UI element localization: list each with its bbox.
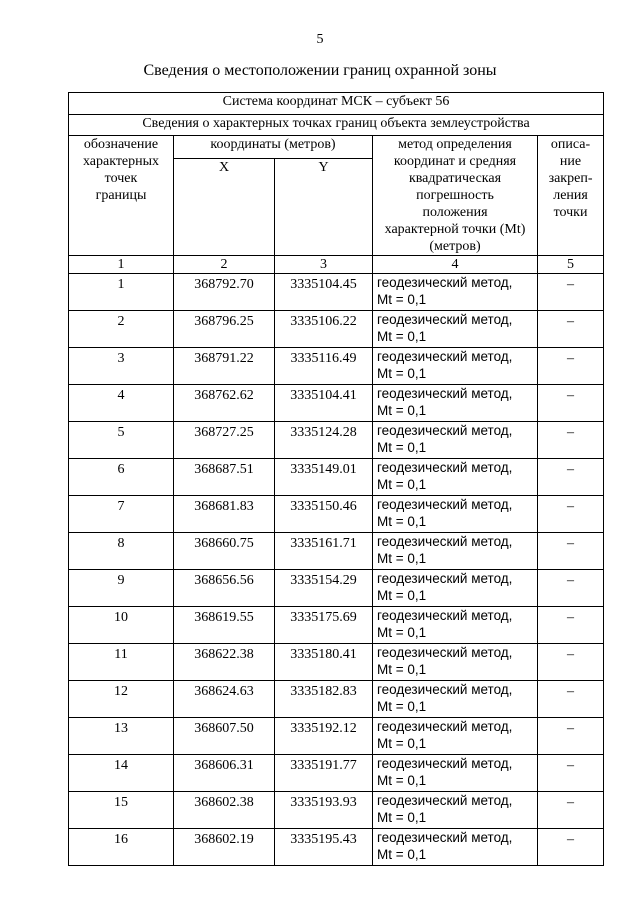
boundary-points-table xyxy=(68,92,604,866)
method-cell: геодезический метод, Mt = 0,1 xyxy=(373,496,538,533)
point-number-cell: 5 xyxy=(69,422,174,459)
y-coordinate-cell: 3335154.29 xyxy=(275,570,373,607)
x-coordinate-cell: 368660.75 xyxy=(174,533,275,570)
column-number: 4 xyxy=(373,256,538,274)
y-coordinate-cell: 3335104.41 xyxy=(275,385,373,422)
method-cell: геодезический метод, Mt = 0,1 xyxy=(373,274,538,311)
method-cell: геодезический метод, Mt = 0,1 xyxy=(373,607,538,644)
column-number-row xyxy=(69,256,604,274)
x-coordinate-cell: 368687.51 xyxy=(174,459,275,496)
table-row xyxy=(69,533,604,570)
header-point-designation: обозначение характерных точек границы xyxy=(69,136,174,256)
description-cell: – xyxy=(538,459,604,496)
table-row xyxy=(69,829,604,866)
description-cell: – xyxy=(538,422,604,459)
method-cell: геодезический метод, Mt = 0,1 xyxy=(373,644,538,681)
document-title: Сведения о местоположении границ охранной зоны xyxy=(143,62,497,79)
description-cell: – xyxy=(538,792,604,829)
x-coordinate-cell: 368624.63 xyxy=(174,681,275,718)
table-row xyxy=(69,755,604,792)
table-row xyxy=(69,644,604,681)
y-coordinate-cell: 3335193.93 xyxy=(275,792,373,829)
method-cell: геодезический метод, Mt = 0,1 xyxy=(373,570,538,607)
coordinate-system-cell: Система координат МСК – субъект 56 xyxy=(69,93,604,115)
method-cell: геодезический метод, Mt = 0,1 xyxy=(373,755,538,792)
point-number-cell: 6 xyxy=(69,459,174,496)
x-coordinate-cell: 368681.83 xyxy=(174,496,275,533)
method-cell: геодезический метод, Mt = 0,1 xyxy=(373,718,538,755)
point-number-cell: 7 xyxy=(69,496,174,533)
description-cell: – xyxy=(538,496,604,533)
header-x: X xyxy=(174,159,275,256)
point-number-cell: 12 xyxy=(69,681,174,718)
method-cell: геодезический метод, Mt = 0,1 xyxy=(373,829,538,866)
description-cell: – xyxy=(538,681,604,718)
header-coordinates: координаты (метров) xyxy=(174,136,373,159)
y-coordinate-cell: 3335175.69 xyxy=(275,607,373,644)
x-coordinate-cell: 368606.31 xyxy=(174,755,275,792)
description-cell: – xyxy=(538,829,604,866)
x-coordinate-cell: 368619.55 xyxy=(174,607,275,644)
y-coordinate-cell: 3335182.83 xyxy=(275,681,373,718)
y-coordinate-cell: 3335124.28 xyxy=(275,422,373,459)
x-coordinate-cell: 368796.25 xyxy=(174,311,275,348)
description-cell: – xyxy=(538,348,604,385)
y-coordinate-cell: 3335195.43 xyxy=(275,829,373,866)
table-row xyxy=(69,459,604,496)
method-cell: геодезический метод, Mt = 0,1 xyxy=(373,422,538,459)
point-number-cell: 4 xyxy=(69,385,174,422)
column-number: 1 xyxy=(69,256,174,274)
y-coordinate-cell: 3335192.12 xyxy=(275,718,373,755)
header-row xyxy=(69,136,604,159)
description-cell: – xyxy=(538,311,604,348)
point-number-cell: 15 xyxy=(69,792,174,829)
x-coordinate-cell: 368727.25 xyxy=(174,422,275,459)
column-number: 5 xyxy=(538,256,604,274)
x-coordinate-cell: 368602.38 xyxy=(174,792,275,829)
table-row xyxy=(69,274,604,311)
table-row xyxy=(69,422,604,459)
page-number: 5 xyxy=(316,32,324,47)
description-cell: – xyxy=(538,755,604,792)
point-number-cell: 3 xyxy=(69,348,174,385)
method-cell: геодезический метод, Mt = 0,1 xyxy=(373,533,538,570)
method-cell: геодезический метод, Mt = 0,1 xyxy=(373,792,538,829)
table-row xyxy=(69,385,604,422)
header-method: метод определения координат и средняя квадратическая погрешность положения характерной точки (Mt) (метров) xyxy=(373,136,538,256)
point-number-cell: 13 xyxy=(69,718,174,755)
y-coordinate-cell: 3335116.49 xyxy=(275,348,373,385)
y-coordinate-cell: 3335104.45 xyxy=(275,274,373,311)
method-cell: геодезический метод, Mt = 0,1 xyxy=(373,311,538,348)
description-cell: – xyxy=(538,570,604,607)
description-cell: – xyxy=(538,718,604,755)
x-coordinate-cell: 368656.56 xyxy=(174,570,275,607)
x-coordinate-cell: 368762.62 xyxy=(174,385,275,422)
table-row xyxy=(69,607,604,644)
point-number-cell: 16 xyxy=(69,829,174,866)
point-number-cell: 11 xyxy=(69,644,174,681)
y-coordinate-cell: 3335150.46 xyxy=(275,496,373,533)
method-cell: геодезический метод, Mt = 0,1 xyxy=(373,681,538,718)
column-number: 2 xyxy=(174,256,275,274)
method-cell: геодезический метод, Mt = 0,1 xyxy=(373,348,538,385)
header-description: описа- ние закреп- ления точки xyxy=(538,136,604,256)
point-number-cell: 14 xyxy=(69,755,174,792)
y-coordinate-cell: 3335191.77 xyxy=(275,755,373,792)
x-coordinate-cell: 368792.70 xyxy=(174,274,275,311)
x-coordinate-cell: 368622.38 xyxy=(174,644,275,681)
table-row xyxy=(69,311,604,348)
point-number-cell: 10 xyxy=(69,607,174,644)
header-y: Y xyxy=(275,159,373,256)
table-row xyxy=(69,792,604,829)
coordinate-system-row xyxy=(69,93,604,115)
info-row xyxy=(69,115,604,136)
description-cell: – xyxy=(538,533,604,570)
description-cell: – xyxy=(538,385,604,422)
point-number-cell: 8 xyxy=(69,533,174,570)
method-cell: геодезический метод, Mt = 0,1 xyxy=(373,385,538,422)
y-coordinate-cell: 3335161.71 xyxy=(275,533,373,570)
point-number-cell: 9 xyxy=(69,570,174,607)
method-cell: геодезический метод, Mt = 0,1 xyxy=(373,459,538,496)
table-row xyxy=(69,348,604,385)
table-row xyxy=(69,718,604,755)
description-cell: – xyxy=(538,644,604,681)
table-row xyxy=(69,570,604,607)
table-row xyxy=(69,496,604,533)
point-number-cell: 1 xyxy=(69,274,174,311)
point-number-cell: 2 xyxy=(69,311,174,348)
y-coordinate-cell: 3335149.01 xyxy=(275,459,373,496)
info-cell: Сведения о характерных точках границ объекта землеустройства xyxy=(69,115,604,136)
description-cell: – xyxy=(538,607,604,644)
y-coordinate-cell: 3335180.41 xyxy=(275,644,373,681)
x-coordinate-cell: 368607.50 xyxy=(174,718,275,755)
column-number: 3 xyxy=(275,256,373,274)
y-coordinate-cell: 3335106.22 xyxy=(275,311,373,348)
x-coordinate-cell: 368602.19 xyxy=(174,829,275,866)
description-cell: – xyxy=(538,274,604,311)
x-coordinate-cell: 368791.22 xyxy=(174,348,275,385)
table-row xyxy=(69,681,604,718)
